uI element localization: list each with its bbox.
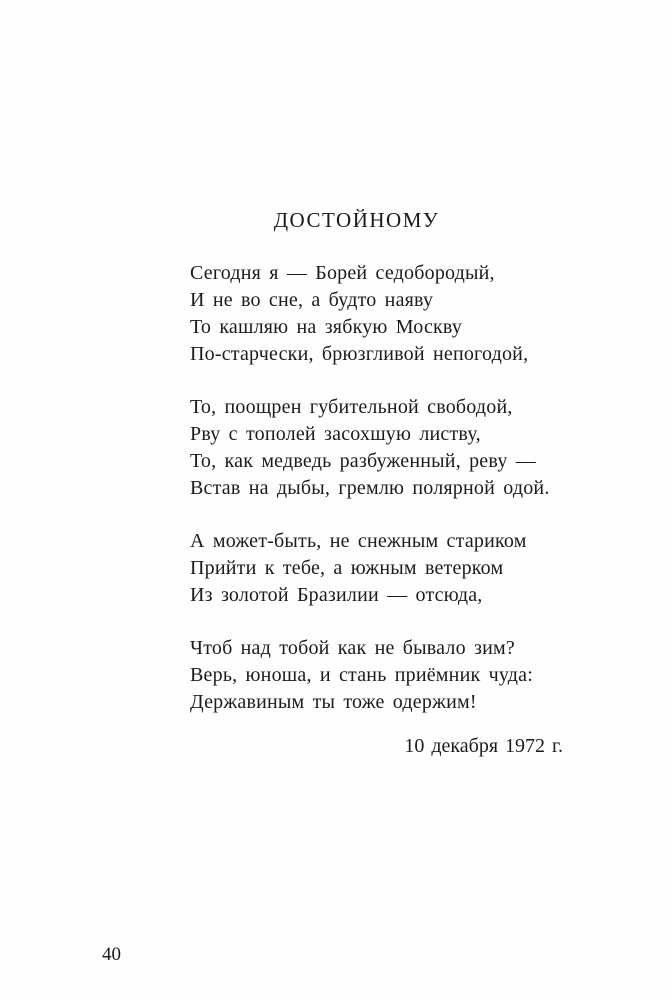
poem-line: Державиным ты тоже одержим! <box>190 691 477 713</box>
poem-line: То кашляю на зябкую Москву <box>190 316 463 338</box>
poem-body <box>190 260 570 742</box>
poem-title: ДОСТОЙНОМУ <box>273 208 440 232</box>
poem-line: Встав на дыбы, гремлю полярной одой. <box>190 477 550 499</box>
poem-line: Сегодня я — Борей седобородый, <box>190 262 495 284</box>
poem-line: Чтоб над тобой как не бывало зим? <box>190 637 515 659</box>
poem-line: А может-быть, не снежным стариком <box>190 530 527 552</box>
poem-line: Из золотой Бразилии — отсюда, <box>190 584 483 606</box>
poem-stanza-2 <box>190 394 570 502</box>
poem-line: По-старчески, брюзгливой непогодой, <box>190 343 529 365</box>
poem-stanza-1 <box>190 260 570 368</box>
poem-stanza-3 <box>190 528 570 609</box>
poem-line: То, как медведь разбуженный, реву — <box>190 450 536 472</box>
poem-line: Рву с тополей засохшую листву, <box>190 423 481 445</box>
poem-line: Верь, юноша, и стань приёмник чуда: <box>190 664 533 686</box>
poem-line: И не во сне, а будто наяву <box>190 289 434 311</box>
poem-line: То, поощрен губительной свободой, <box>190 396 513 418</box>
poem-line: Прийти к тебе, а южным ветерком <box>190 557 504 579</box>
poem-stanza-4 <box>190 635 570 716</box>
poem-date: 10 декабря 1972 г. <box>404 735 563 757</box>
page-number: 40 <box>102 944 121 965</box>
